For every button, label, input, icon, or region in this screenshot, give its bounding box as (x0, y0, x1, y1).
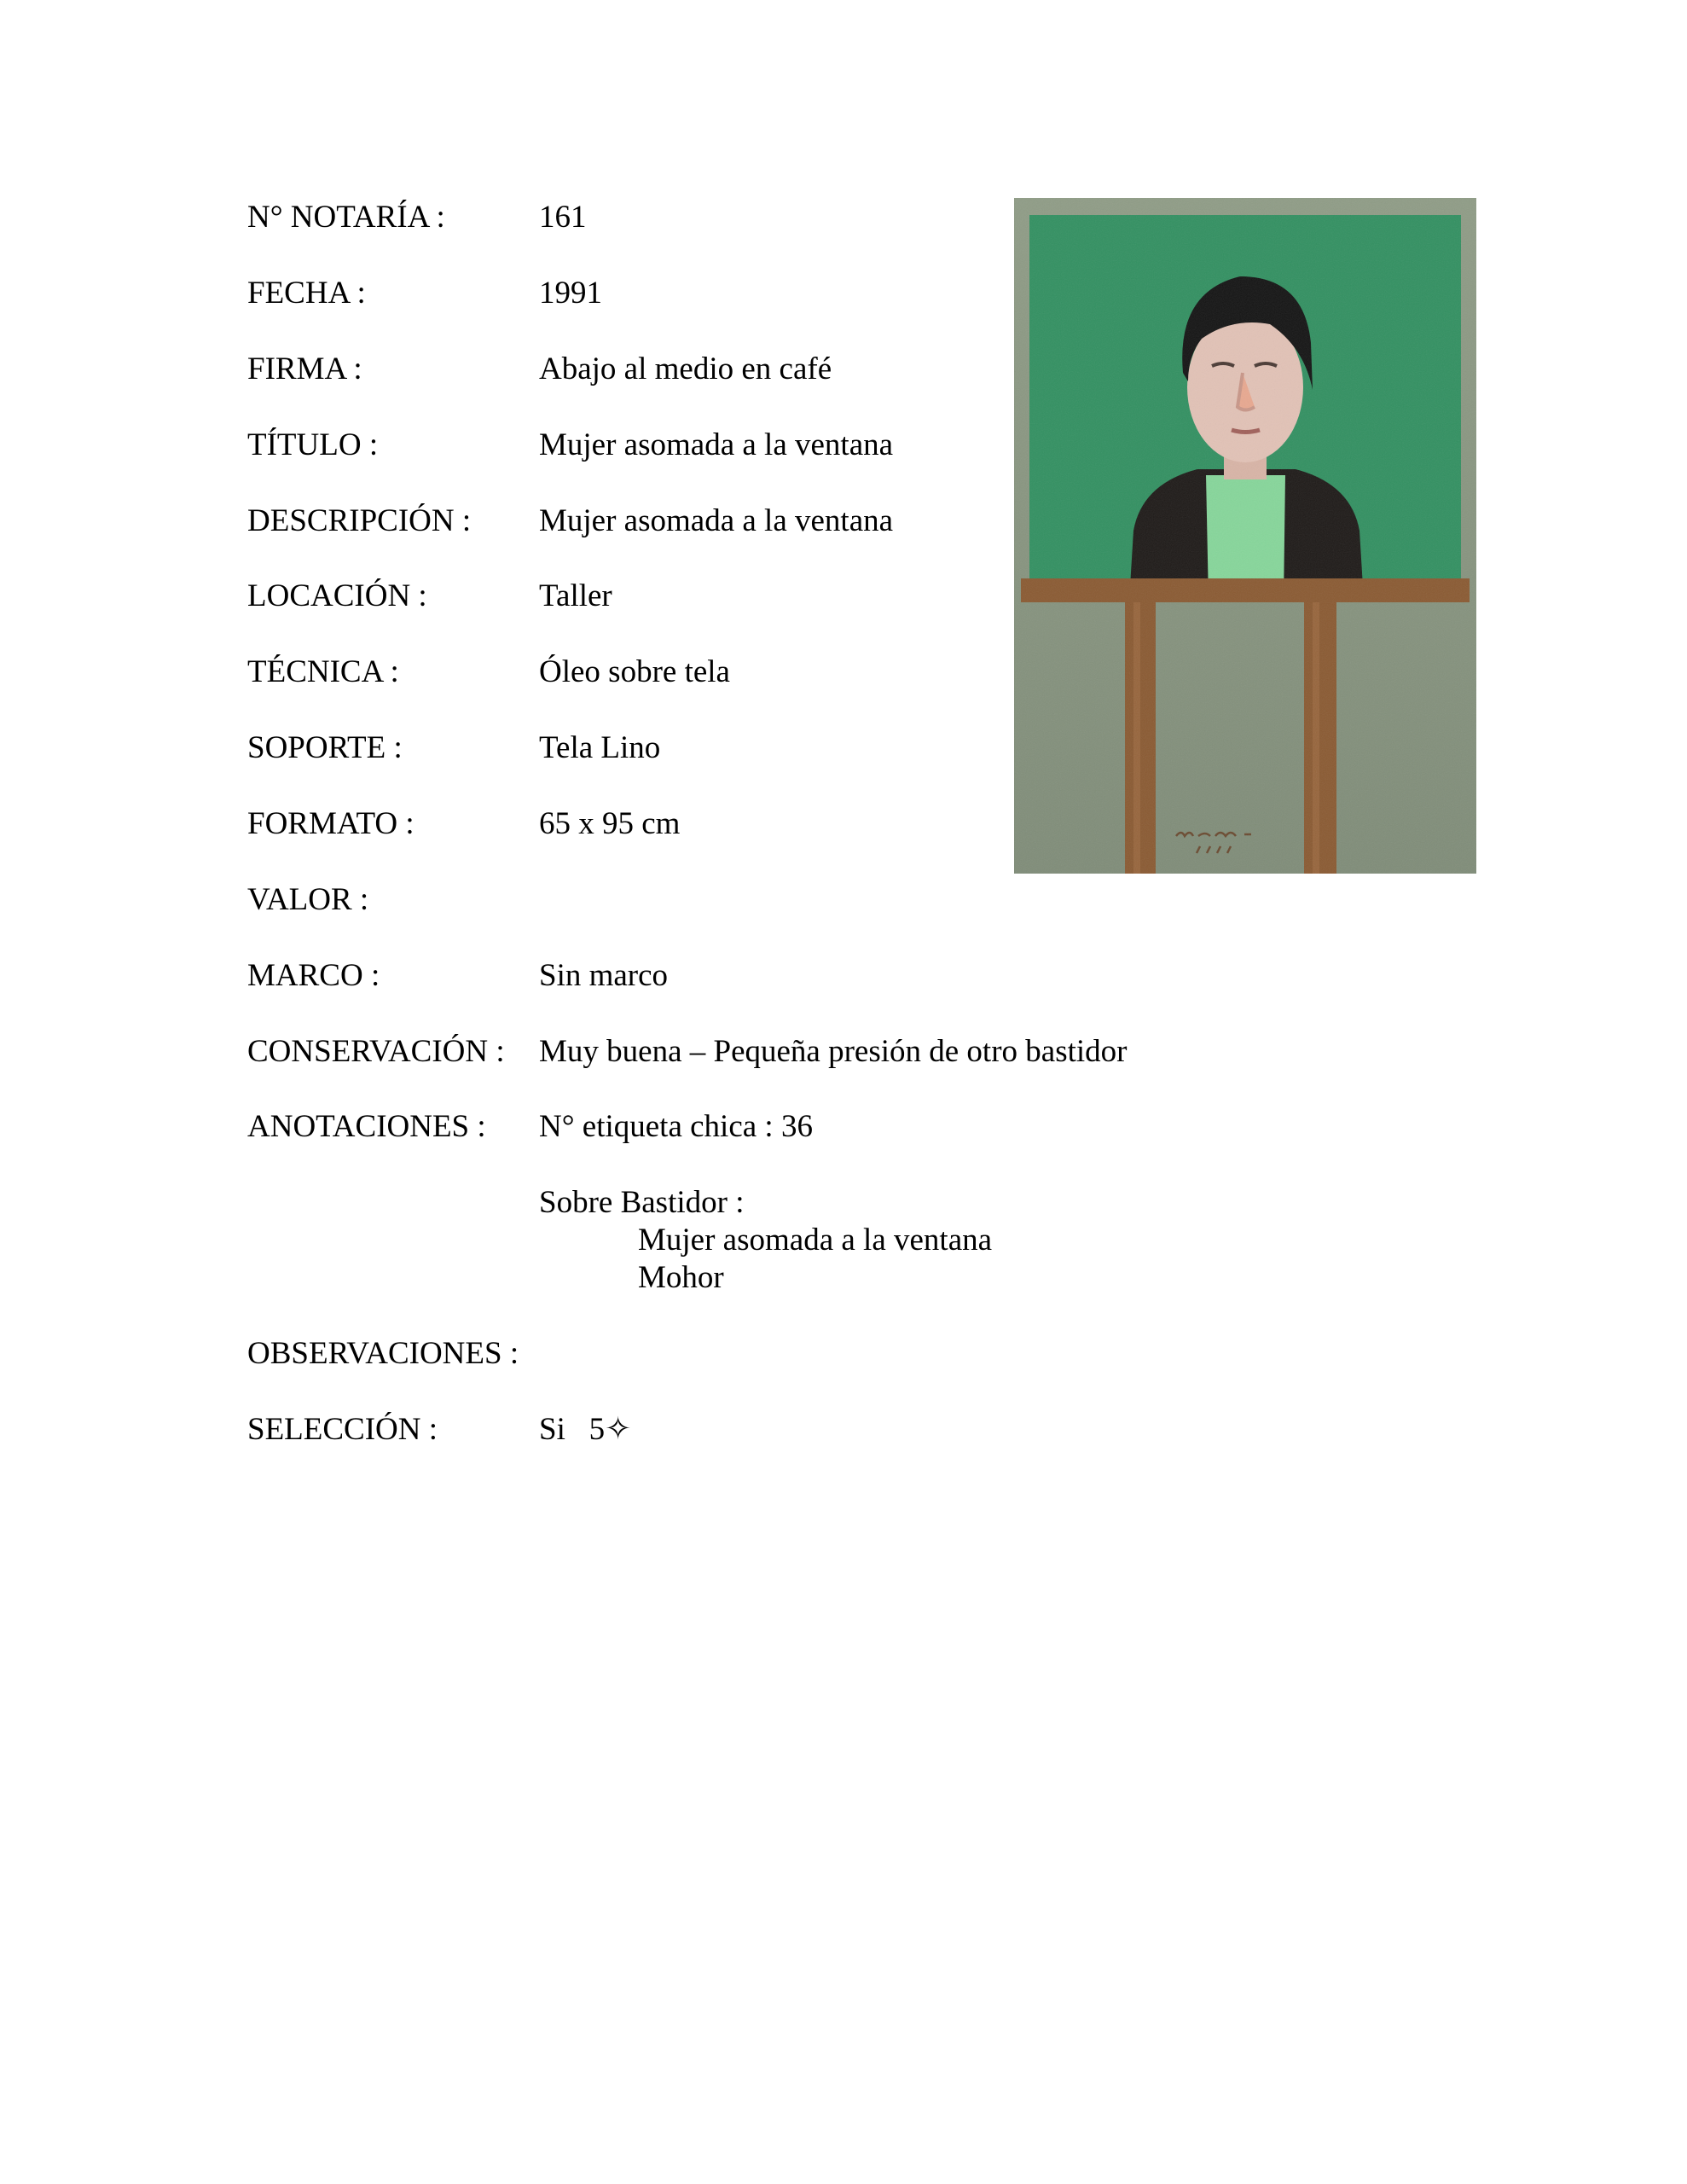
field-titulo (247, 427, 893, 464)
seleccion-text: Si 5 (539, 1412, 606, 1447)
field-tecnica (247, 653, 730, 691)
bastidor-line: Mohor (638, 1260, 724, 1295)
painting-photo (1014, 198, 1476, 874)
field-label: VALOR : (247, 882, 369, 917)
field-formato (247, 805, 680, 843)
star-icon: ✧ (605, 1412, 632, 1447)
field-observaciones (247, 1335, 539, 1373)
field-label: FORMATO : (247, 806, 415, 841)
field-label: ANOTACIONES : (247, 1109, 486, 1144)
field-value: 1991 (539, 276, 602, 311)
field-marco (247, 957, 668, 995)
field-label: SELECCIÓN : (247, 1412, 438, 1447)
field-value: Sin marco (539, 958, 669, 993)
field-value (539, 1411, 631, 1449)
field-locacion (247, 578, 612, 615)
bastidor-heading (247, 1184, 744, 1222)
field-label: FIRMA : (247, 351, 362, 386)
field-label: CONSERVACIÓN : (247, 1034, 505, 1069)
painting-illustration (1014, 198, 1476, 874)
field-firma (247, 351, 832, 388)
field-anotaciones (247, 1108, 813, 1146)
field-value: Abajo al medio en café (539, 351, 832, 386)
field-notaria (247, 199, 587, 236)
field-label: N° NOTARÍA : (247, 200, 445, 235)
field-label: SOPORTE : (247, 730, 403, 765)
bastidor-heading-text: Sobre Bastidor : (539, 1185, 745, 1220)
field-value: 65 x 95 cm (539, 806, 681, 841)
field-value: 161 (539, 200, 587, 235)
field-descripcion (247, 502, 893, 540)
field-value: N° etiqueta chica : 36 (539, 1109, 813, 1144)
field-soporte (247, 729, 660, 767)
bastidor-line: Mujer asomada a la ventana (638, 1223, 993, 1258)
field-label: MARCO : (247, 958, 380, 993)
field-label: DESCRIPCIÓN : (247, 503, 472, 538)
field-seleccion (247, 1411, 631, 1449)
field-value: Taller (539, 578, 612, 613)
field-conservacion (247, 1033, 1128, 1071)
field-fecha (247, 275, 602, 312)
field-value: Óleo sobre tela (539, 654, 730, 689)
field-label: OBSERVACIONES : (247, 1336, 519, 1371)
field-value: Tela Lino (539, 730, 661, 765)
field-label: LOCACIÓN : (247, 578, 427, 613)
field-label: TÉCNICA : (247, 654, 399, 689)
field-value: Mujer asomada a la ventana (539, 427, 894, 462)
field-valor (247, 881, 539, 919)
field-value: Mujer asomada a la ventana (539, 503, 894, 538)
field-label: FECHA : (247, 276, 366, 311)
field-label: TÍTULO : (247, 427, 379, 462)
field-value: Muy buena – Pequeña presión de otro bastidor (539, 1034, 1128, 1069)
